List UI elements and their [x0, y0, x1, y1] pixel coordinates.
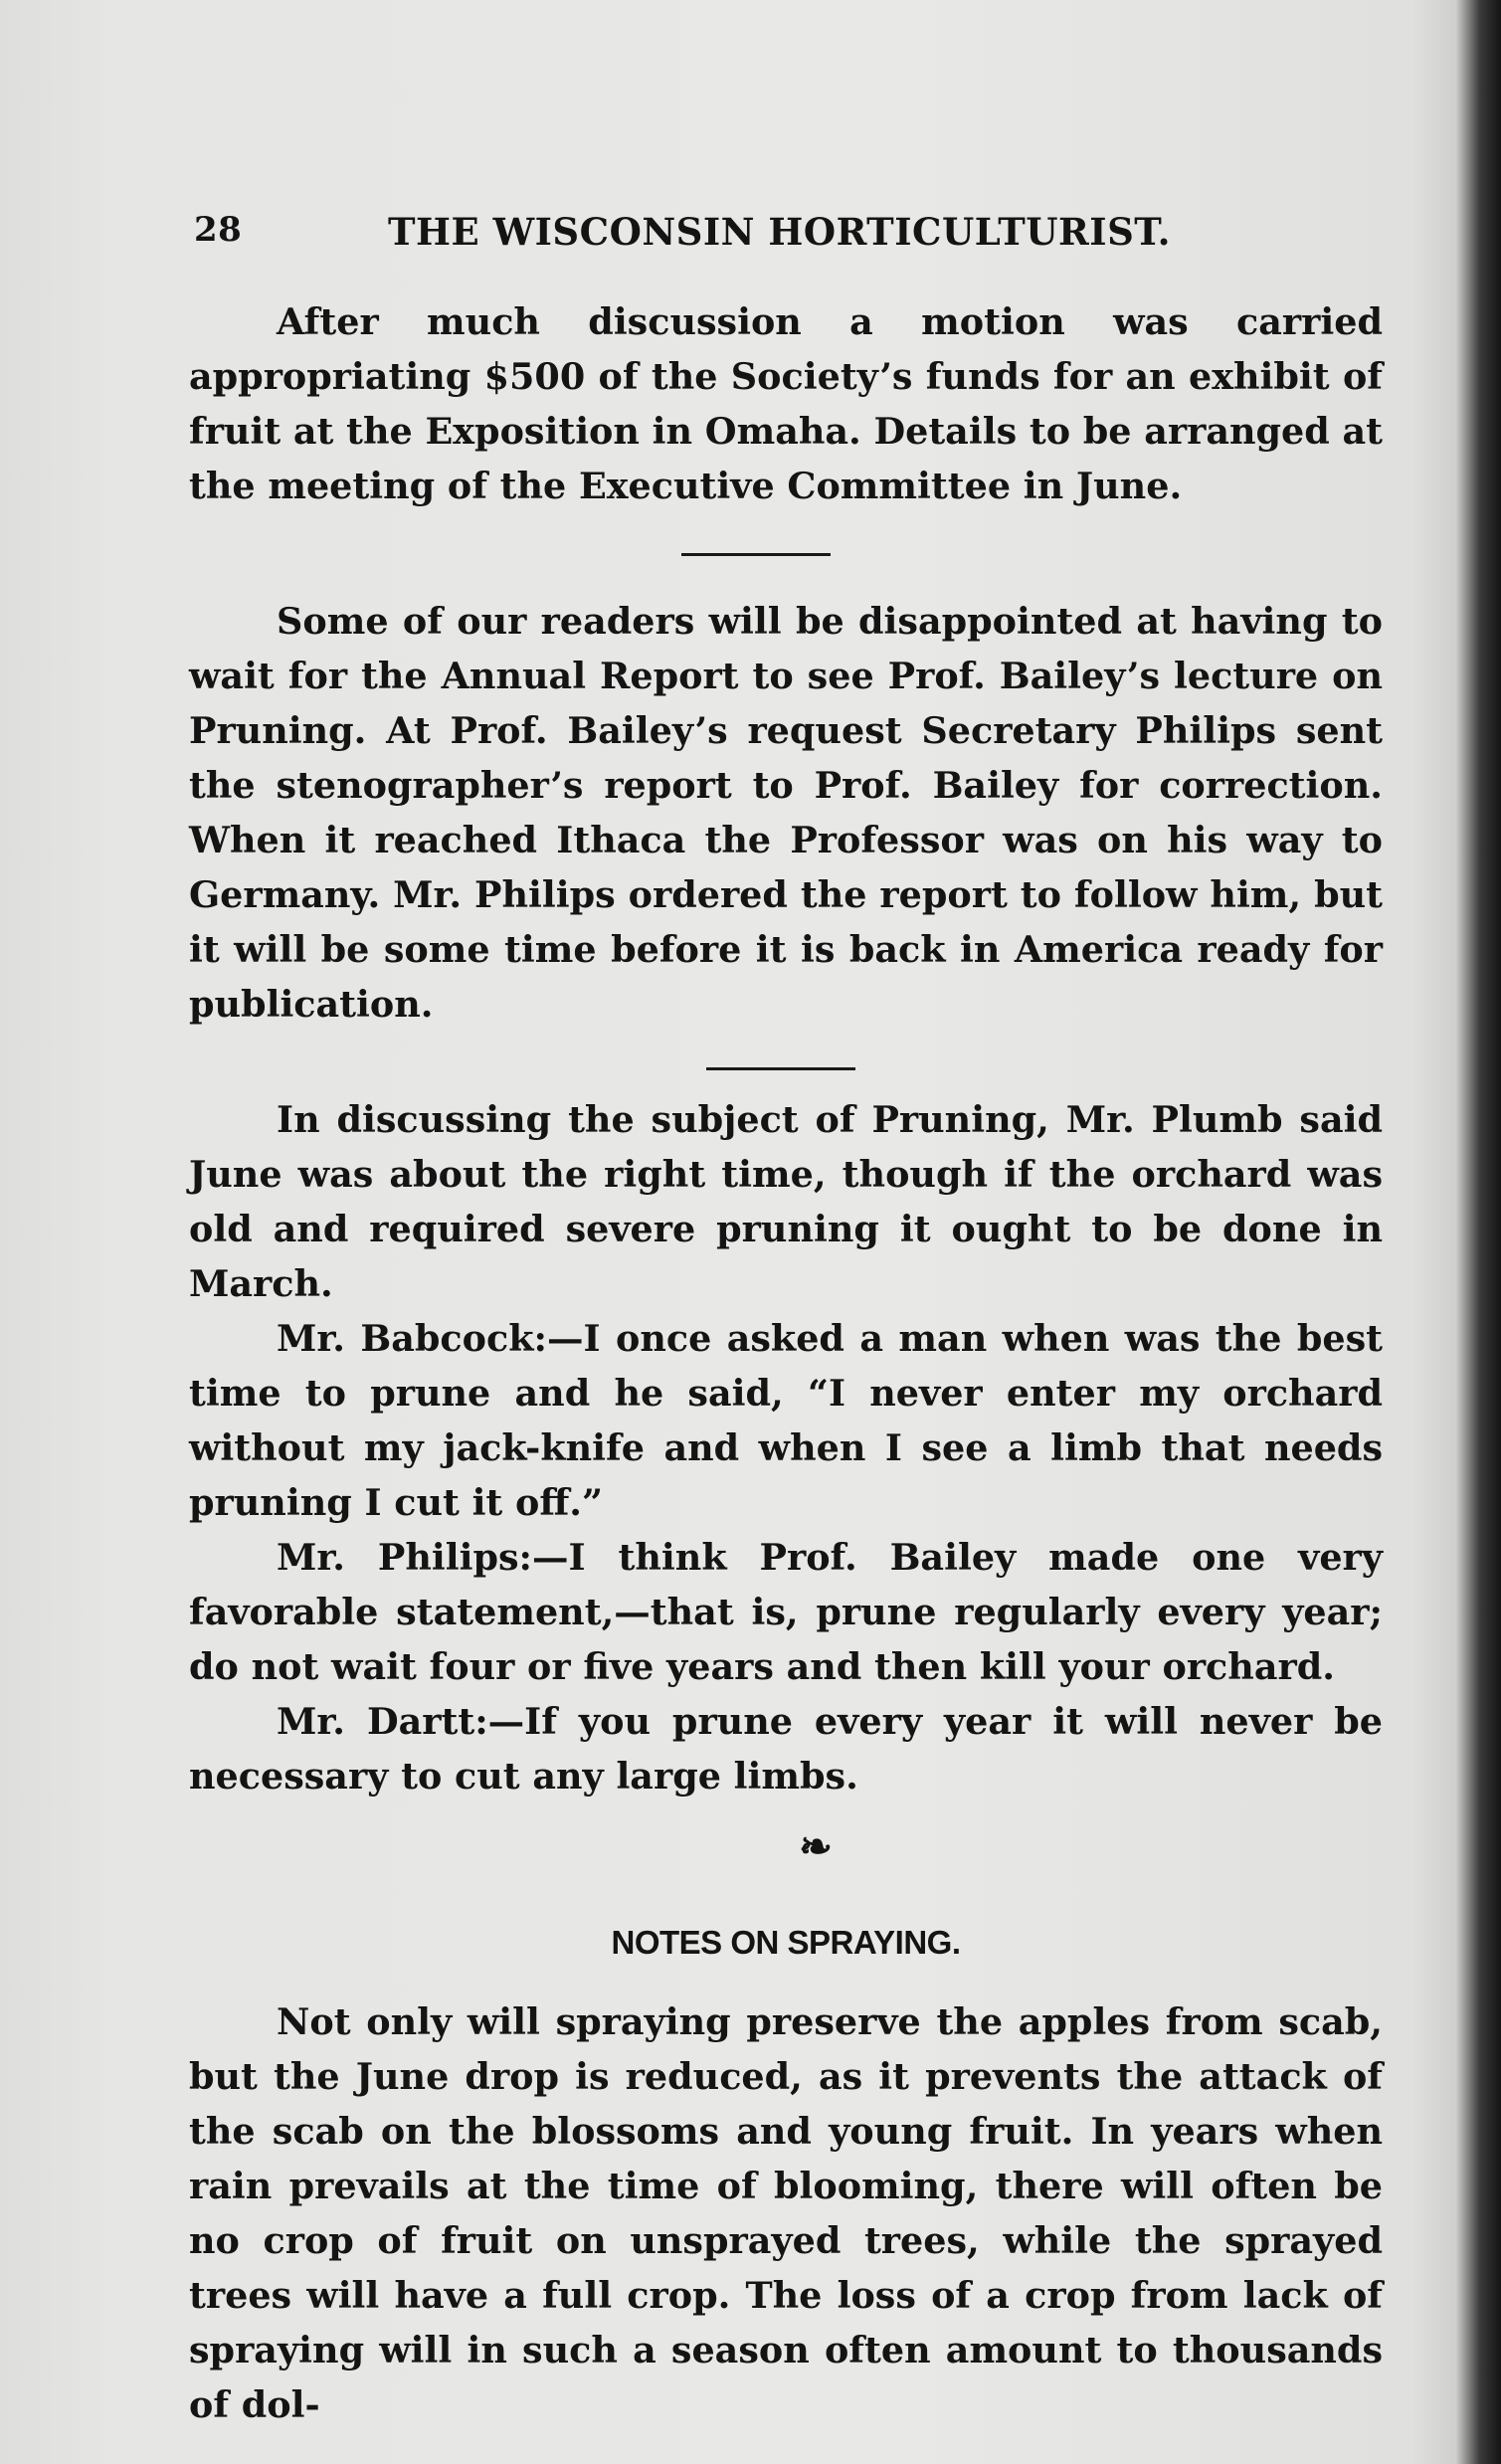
paragraph-spraying: Not only will spraying preserve the apples from scab, but the June drop is reduced, as it prevents the attack of the scab on the blossoms and young fruit. In years when rain prevails at the time of blooming, there will often be no crop of fruit on unsprayed trees, while the sprayed trees will have a full crop. The loss of a crop from lack of spraying will in such a season often amount to thousands of dol-: [189, 2000, 1383, 2426]
page-number: 28: [194, 210, 243, 250]
ornament-icon: ❧: [799, 1823, 833, 1870]
paragraph-annual-report: Some of our readers will be disappointed at having to wait for the Annual Report to see Prof. Bailey’s lecture on Pruning. At Prof. Bailey’s request Secretary Philips sent the stenographer’s report to Prof. Bailey for correction. When it reached Ithaca the Professor was on his way to Germany. Mr. Philips ordered the report to follow him, but it will be some time before it is back in America ready for publication.: [189, 600, 1383, 1026]
paragraph-pruning-babcock: Mr. Babcock:—I once asked a man when was the best time to prune and he said, “I never enter my orchard without my jack-knife and when I see a limb that needs pruning I cut it off.”: [189, 1317, 1383, 1524]
paragraph-pruning-dartt: Mr. Dartt:—If you prune every year it will never be necessary to cut any large limbs.: [189, 1700, 1383, 1798]
section-divider: [681, 553, 831, 556]
paragraph-pruning-plumb: In discussing the subject of Pruning, Mr. Plumb said June was about the right time, though if the orchard was old and required severe pruning it ought to be done in March.: [189, 1098, 1383, 1305]
paragraph-exhibit-motion: After much discussion a motion was carried appropriating $500 of the Society’s funds for an exhibit of fruit at the Exposition in Omaha. Details to be arranged at the meeting of the Executive Committee in June.: [189, 300, 1383, 507]
paragraph-pruning-philips: Mr. Philips:—I think Prof. Bailey made one very favorable statement,—that is, prune regularly every year; do not wait four or five years and then kill your orchard.: [189, 1536, 1383, 1688]
page-header: [194, 204, 1328, 264]
running-title: THE WISCONSIN HORTICULTURIST.: [388, 210, 1171, 254]
section-heading: NOTES ON SPRAYING.: [611, 1924, 961, 1961]
section-divider: [706, 1067, 855, 1070]
page-body: [189, 294, 1383, 2432]
